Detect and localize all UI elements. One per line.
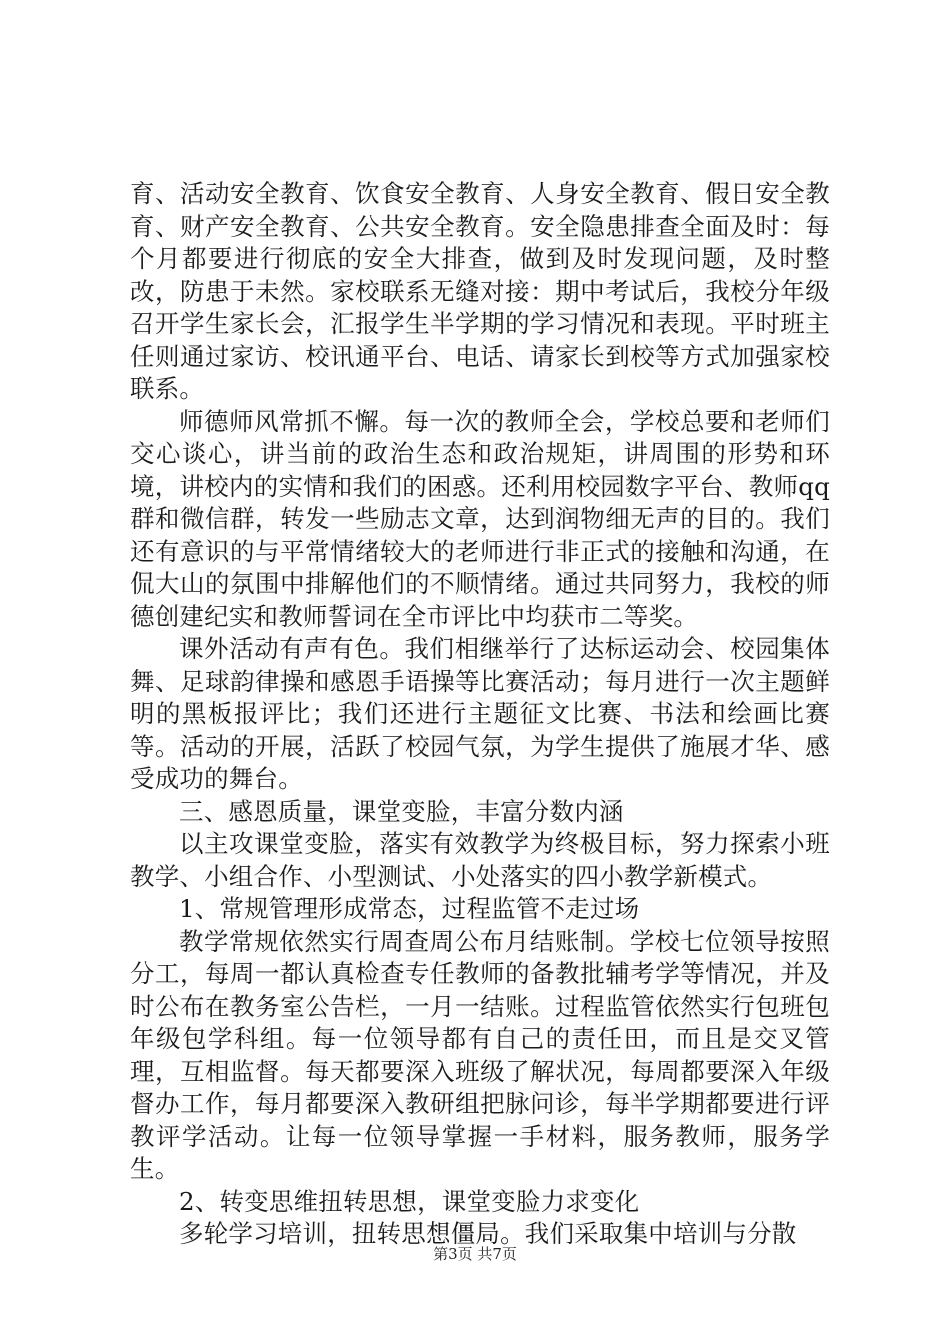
paragraph-7: 教学常规依然实行周查周公布月结账制。学校七位领导按照分工，每周一都认真检查专任教师的备教批辅考学等情况，并及时公布在教务室公告栏，一月一结账。过程监管依然实行包班包年级包学科组。每一位领导都有自己的责任田，而且是交叉管理，互相监督。每天都要深入班级了解状况，每周都要深入年级督办工作，每月都要深入教研组把脉问诊，每半学期都要进行评教评学活动。让每一位领导掌握一手材料，服务教师，服务学生。	[130, 926, 830, 1183]
subheading-2: 2、转变思维扭转思想，课堂变脸力求变化	[179, 1186, 640, 1216]
paragraph-1: 育、活动安全教育、饮食安全教育、人身安全教育、假日安全教育、财产安全教育、公共安全教育。安全隐患排查全面及时：每个月都要进行彻底的安全大排查，做到及时发现问题，及时整改，防患于未然。家校联系无缝对接：期中考试后，我校分年级召开学生家长会，汇报学生半学期的学习情况和表现。平时班主任则通过家访、校讯通平台、电话、请家长到校等方式加强家校联系。	[130, 179, 830, 403]
paragraph-9: 多轮学习培训，扭转思想僵局。我们采取集中培训与分散	[179, 1219, 797, 1248]
paragraph-5: 以主攻课堂变脸，落实有效教学为终极目标，努力探索小班教学、小组合作、小型测试、小处落实的四小教学新模式。	[130, 829, 830, 891]
paragraph-2: 师德师风常抓不懈。每一次的教师全会，学校总要和老师们交心谈心，讲当前的政治生态和政治规矩，讲周围的形势和环境，讲校内的实情和我们的困惑。还利用校园数字平台、教师qq群和微信群，转发一些励志文章，达到润物细无声的目的。我们还有意识的与平常情绪较大的老师进行非正式的接触和沟通，在侃大山的氛围中排解他们的不顺情绪。通过共同努力，我校的师德创建纪实和教师誓词在全市评比中均获市二等奖。	[130, 406, 830, 631]
document-body	[130, 178, 830, 1251]
paragraph-3: 课外活动有声有色。我们相继举行了达标运动会、校园集体舞、足球韵律操和感恩手语操等比赛活动；每月进行一次主题鲜明的黑板报评比；我们还进行主题征文比赛、书法和绘画比赛等。活动的开展，活跃了校园气氛，为学生提供了施展才华、感受成功的舞台。	[130, 634, 830, 793]
subheading-1: 1、常规管理形成常态，过程监管不走过场	[179, 894, 640, 923]
page-footer: 第3页 共7页	[433, 1245, 517, 1263]
section-heading-3: 三、感恩质量，课堂变脸，丰富分数内涵	[179, 796, 624, 826]
